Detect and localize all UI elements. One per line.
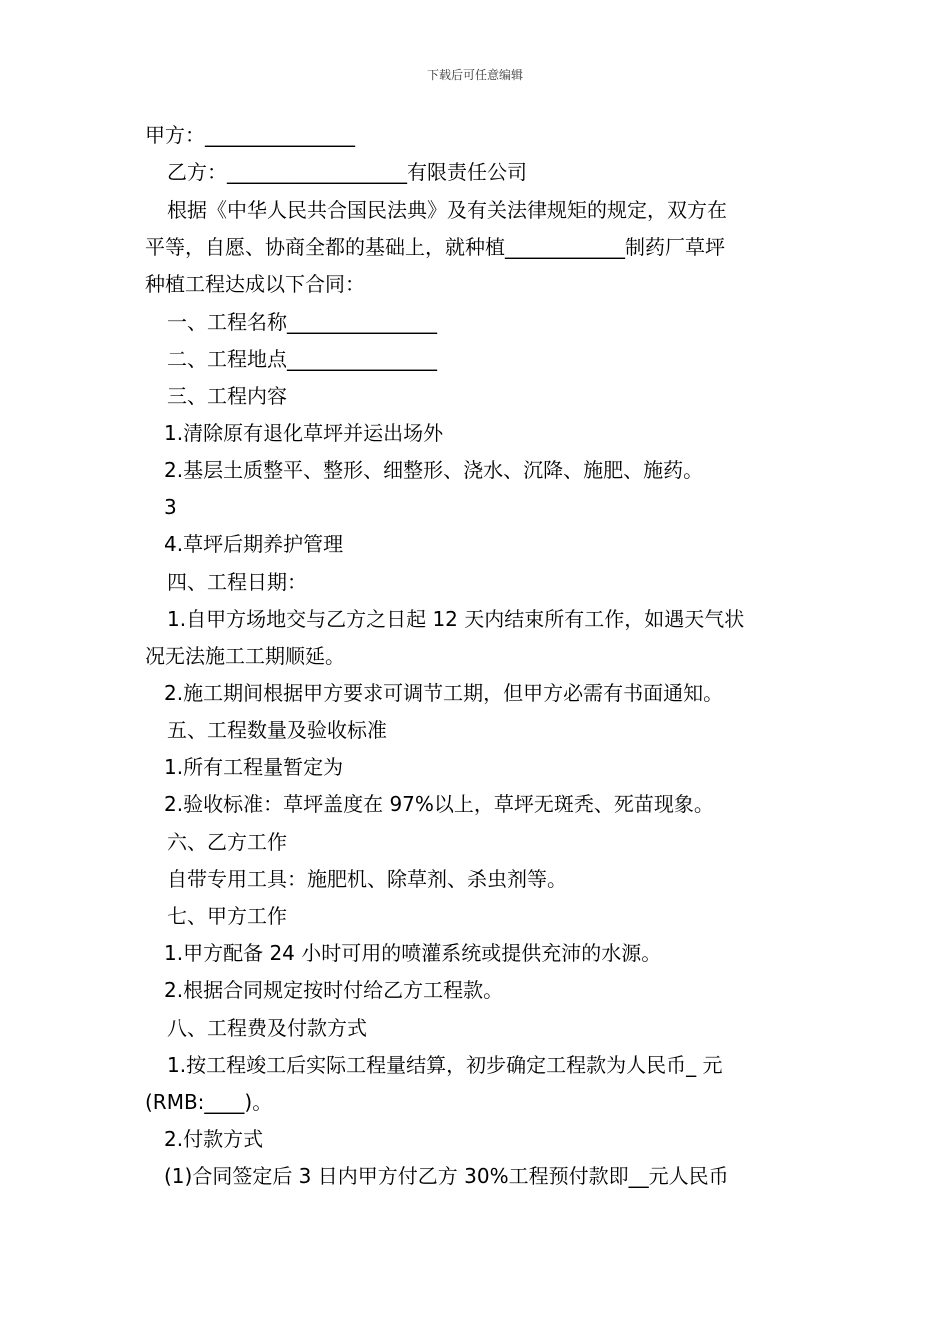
party-b-line: 乙方：__________________有限责任公司 <box>167 160 527 184</box>
list-item: 1.甲方配备 24 小时可用的喷灌系统或提供充沛的水源。 <box>164 941 662 965</box>
section-heading: 四、工程日期： <box>167 570 307 594</box>
list-item: 2.施工期间根据甲方要求可调节工期，但甲方必需有书面通知。 <box>164 681 724 705</box>
list-item: 4.草坪后期养护管理 <box>164 532 344 556</box>
list-item: 1.所有工程量暂定为 <box>164 755 344 779</box>
list-item: 2.基层土质整平、整形、细整形、浇水、沉降、施肥、施药。 <box>164 458 704 482</box>
section-item: 二、工程地点_______________ <box>167 347 437 371</box>
list-item-continuation: (RMB:____)。 <box>145 1090 273 1114</box>
section-heading: 八、工程费及付款方式 <box>167 1016 367 1040</box>
list-item: 1.按工程竣工后实际工程量结算，初步确定工程款为人民币_ 元 <box>167 1053 723 1077</box>
section-heading: 七、甲方工作 <box>167 904 287 928</box>
section-heading: 六、乙方工作 <box>167 830 287 854</box>
list-item: 2.付款方式 <box>164 1127 264 1151</box>
list-item: (1)合同签定后 3 日内甲方付乙方 30%工程预付款即__元人民币 <box>164 1164 729 1188</box>
section-heading: 五、工程数量及验收标准 <box>167 718 387 742</box>
section-heading: 三、工程内容 <box>167 384 287 408</box>
list-item: 2.验收标准：草坪盖度在 97%以上，草坪无斑秃、死苗现象。 <box>164 792 714 816</box>
page-header: 下载后可任意编辑 <box>426 68 523 82</box>
party-a-line: 甲方：_______________ <box>145 123 355 147</box>
section-item: 一、工程名称_______________ <box>167 310 437 334</box>
paragraph-line: 种植工程达成以下合同： <box>145 272 365 296</box>
list-item: 1.自甲方场地交与乙方之日起 12 天内结束所有工作，如遇天气状 <box>167 607 745 631</box>
list-item: 3 <box>164 495 177 519</box>
list-item-continuation: 况无法施工工期顺延。 <box>145 644 345 668</box>
paragraph-line: 自带专用工具：施肥机、除草剂、杀虫剂等。 <box>167 867 567 891</box>
paragraph-line: 根据《中华人民共合国民法典》及有关法律规矩的规定，双方在 <box>167 198 727 222</box>
list-item: 1.清除原有退化草坪并运出场外 <box>164 421 444 445</box>
paragraph-line: 平等，自愿、协商全都的基础上，就种植____________制药厂草坪 <box>145 235 725 259</box>
list-item: 2.根据合同规定按时付给乙方工程款。 <box>164 978 504 1002</box>
